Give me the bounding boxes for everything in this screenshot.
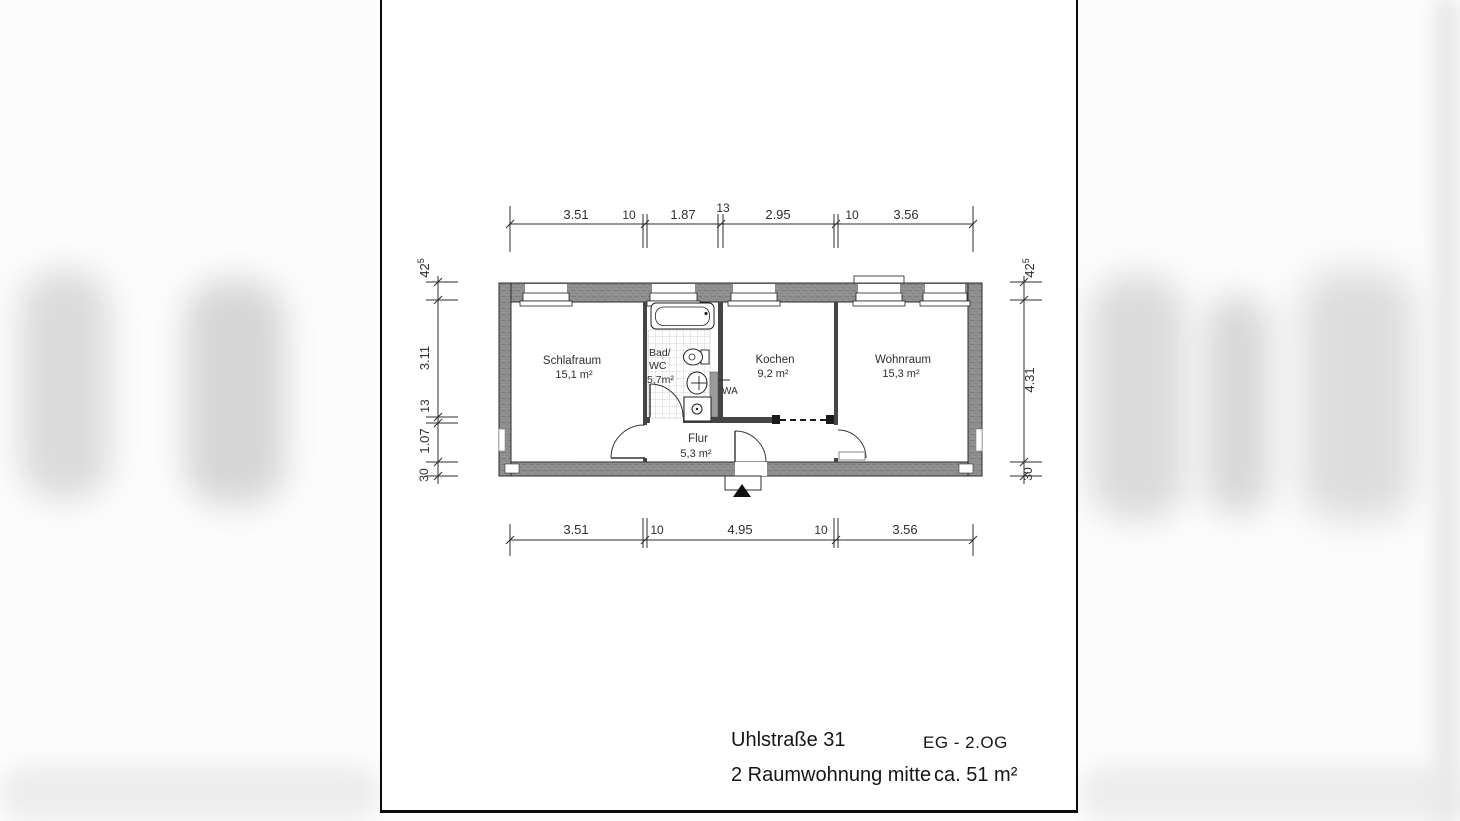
door-schlafraum <box>611 425 645 458</box>
wall-flur-kochen <box>723 417 772 423</box>
plan-title-address: Uhlstraße 31 <box>731 729 846 751</box>
wall-kochen-wohnraum-lower <box>834 458 838 462</box>
wall-bad-kochen <box>718 302 723 417</box>
dim-top-5: 10 <box>845 208 859 222</box>
wall-kochen-wohnraum-upper <box>834 302 838 425</box>
toilet <box>684 349 710 365</box>
dim-left-wall-bottom: 30 <box>417 468 431 482</box>
room-area-bad: 5,7m² <box>647 374 674 386</box>
room-area-wohnraum: 15,3 m² <box>882 368 920 380</box>
dim-left-room: 3.11 <box>417 345 432 371</box>
room-label-bad-1: Bad/ <box>649 347 671 359</box>
window-bottom-left <box>505 464 519 473</box>
wa-label: WA <box>722 386 738 397</box>
room-label-flur: Flur <box>688 433 708 445</box>
room-label-kochen: Kochen <box>755 354 795 366</box>
room-label-schlafraum: Schlafraum <box>542 355 602 367</box>
floorplan-drawing <box>382 0 1076 810</box>
window-bottom-right <box>959 464 973 473</box>
room-area-kochen: 9,2 m² <box>757 368 789 380</box>
dim-top-0: 3.51 <box>563 207 589 222</box>
dim-bottom-0: 3.51 <box>563 522 589 537</box>
plan-title-floor: EG - 2.OG <box>923 733 1008 752</box>
dim-top-2: 1.87 <box>670 207 696 222</box>
room-area-schlafraum: 15,1 m² <box>555 369 593 381</box>
dim-right-wall-top: $42^5$ <box>1021 258 1037 278</box>
niche-right-wall <box>976 429 982 451</box>
washing-machine <box>684 397 711 421</box>
dim-right-wall-bottom: 30 <box>1021 467 1035 481</box>
dim-left-wall-top: $42^5$ <box>416 258 432 278</box>
dim-bottom-4: 3.56 <box>892 522 918 537</box>
dim-labels-bottom <box>563 522 917 537</box>
niche-left-wall <box>499 429 505 451</box>
dim-top-1: 10 <box>622 208 636 222</box>
wall-schlafraum-bad-upper <box>643 302 647 425</box>
window-symbol-wohnraum-2 <box>920 284 970 306</box>
dim-bottom-2: 4.95 <box>727 522 753 537</box>
background-blur-right-edge <box>1434 0 1460 821</box>
plan-title-type: 2 Raumwohnung mitte <box>731 764 932 786</box>
background-blur-right-1 <box>1090 275 1185 520</box>
background-blur-right-2 <box>1205 295 1270 515</box>
sink <box>687 372 707 394</box>
dim-top-3: 13 <box>716 201 730 215</box>
background-blur-left-1 <box>20 270 110 500</box>
dim-left-hall: 1.07 <box>417 428 432 454</box>
opening-cap-left <box>772 415 780 424</box>
room-area-flur: 5,3 m² <box>680 448 712 460</box>
background-blur-right-3 <box>1300 270 1415 520</box>
opening-cap-right <box>826 415 834 424</box>
door-leaf-wohnraum <box>839 452 865 460</box>
background-blur-left-2 <box>185 280 285 505</box>
door-entry <box>735 431 767 476</box>
window-symbol-wohnraum-1 <box>853 276 905 306</box>
floorplan-page <box>380 0 1078 813</box>
wall-flur-bad-1 <box>645 417 650 423</box>
bathtub <box>651 303 714 329</box>
background-blur-bottom-left <box>0 765 380 821</box>
window-symbol-schlafraum <box>520 284 572 306</box>
room-labels <box>543 347 931 460</box>
dim-bottom-1: 10 <box>650 523 664 537</box>
dim-labels-top <box>563 201 918 222</box>
dim-labels-right <box>1021 258 1037 480</box>
dim-labels-left <box>416 258 432 481</box>
dim-top-6: 3.56 <box>893 207 919 222</box>
dim-left-wall-mid: 13 <box>418 399 432 413</box>
background-blur-bottom-right <box>1080 765 1460 821</box>
window-symbol-kochen <box>728 284 780 306</box>
plan-title-area: ca. 51 m² <box>934 764 1018 786</box>
dim-right-room: 4.31 <box>1022 367 1037 393</box>
room-label-wohnraum: Wohnraum <box>874 354 932 366</box>
room-label-bad-2: WC <box>649 360 667 372</box>
dim-top-4: 2.95 <box>765 207 791 222</box>
flur-kochen-opening <box>772 415 834 424</box>
dim-bottom-3: 10 <box>814 523 828 537</box>
door-wohnraum <box>838 430 866 460</box>
entry-door-gap <box>735 462 767 476</box>
